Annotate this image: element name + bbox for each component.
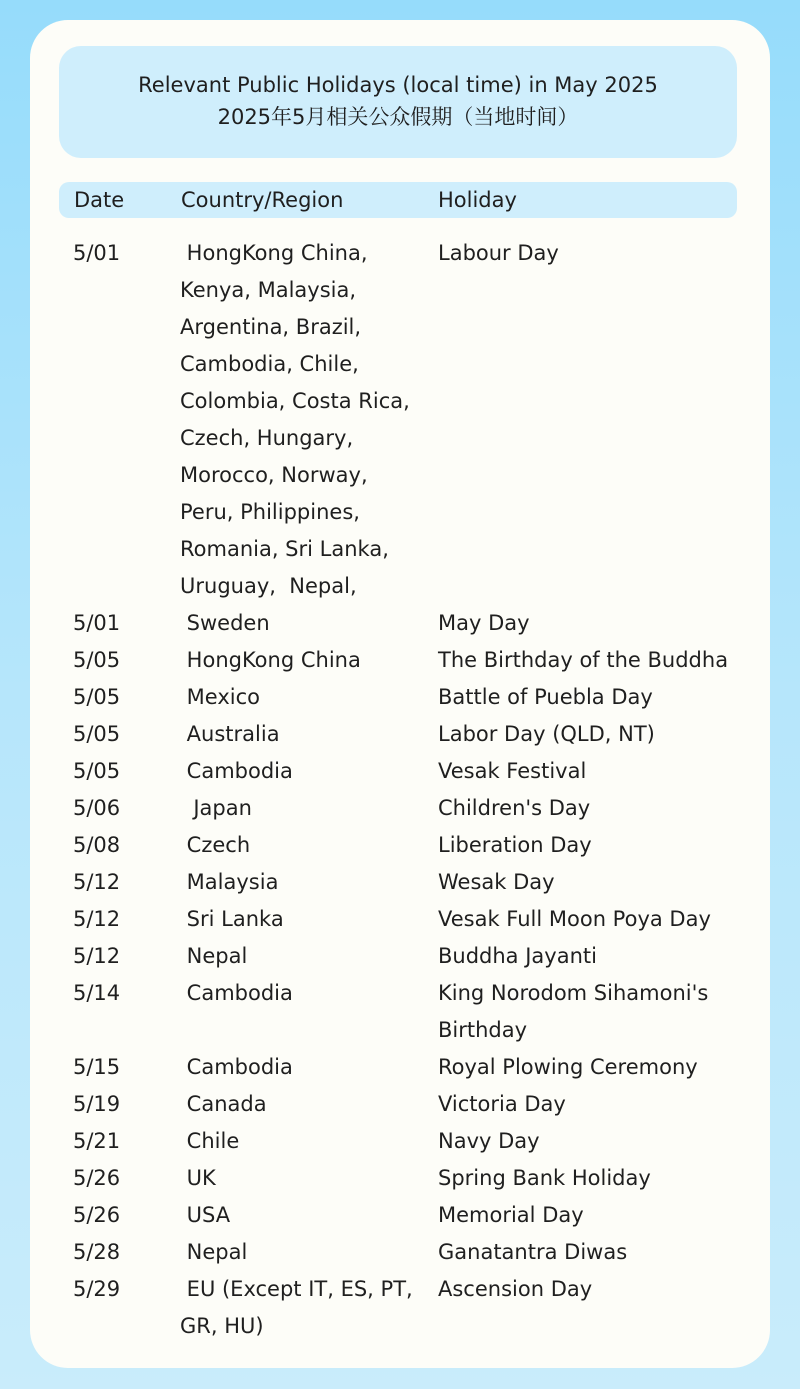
holiday-line: Wesak Day	[438, 870, 555, 894]
country-line: HongKong China	[180, 648, 361, 672]
cell-country	[180, 716, 280, 753]
holiday-line: Liberation Day	[438, 833, 592, 857]
table-row	[30, 235, 770, 605]
holiday-line: Spring Bank Holiday	[438, 1166, 651, 1190]
cell-date: 5/29	[73, 1277, 121, 1301]
country-line: Czech	[180, 833, 251, 857]
country-line: Colombia, Costa Rica,	[180, 389, 410, 413]
holiday-line: Vesak Full Moon Poya Day	[438, 907, 711, 931]
cell-holiday	[438, 605, 530, 642]
country-line: UK	[180, 1166, 216, 1190]
cell-holiday	[438, 753, 586, 790]
holiday-line: The Birthday of the Buddha	[438, 648, 729, 672]
country-line: Sri Lanka	[180, 907, 284, 931]
cell-holiday	[438, 1049, 698, 1086]
cell-date: 5/05	[73, 722, 121, 746]
cell-country	[180, 901, 284, 938]
holiday-line: Victoria Day	[438, 1092, 566, 1116]
title-english: Relevant Public Holidays (local time) in May 2025	[138, 73, 658, 97]
country-line: Morocco, Norway,	[180, 463, 368, 487]
holiday-line: Battle of Puebla Day	[438, 685, 653, 709]
holiday-line: Labor Day (QLD, NT)	[438, 722, 655, 746]
cell-date: 5/01	[73, 241, 121, 265]
cell-date: 5/26	[73, 1203, 121, 1227]
holiday-line: Ganatantra Diwas	[438, 1240, 628, 1264]
cell-holiday	[438, 790, 590, 827]
cell-holiday	[438, 716, 655, 753]
cell-holiday	[438, 1234, 627, 1271]
country-line: Nepal	[180, 944, 248, 968]
cell-date: 5/06	[73, 796, 121, 820]
cell-holiday	[438, 1123, 540, 1160]
country-line: Cambodia	[180, 759, 293, 783]
country-line: EU (Except IT, ES, PT,	[180, 1277, 413, 1301]
cell-country	[180, 235, 410, 605]
table-row	[30, 901, 770, 938]
cell-holiday	[438, 642, 728, 679]
table-row	[30, 975, 770, 1049]
country-line: Mexico	[180, 685, 261, 709]
holiday-line: King Norodom Sihamoni's	[438, 981, 709, 1005]
country-line: Cambodia	[180, 1055, 293, 1079]
holiday-line: Children's Day	[438, 796, 591, 820]
cell-holiday	[438, 1086, 566, 1123]
table-row	[30, 1086, 770, 1123]
table-row	[30, 716, 770, 753]
country-line: Japan	[180, 796, 252, 820]
holiday-line: Memorial Day	[438, 1203, 584, 1227]
holiday-line: Ascension Day	[438, 1277, 593, 1301]
table-row	[30, 938, 770, 975]
cell-holiday	[438, 975, 708, 1049]
cell-country	[180, 790, 252, 827]
country-line: Australia	[180, 722, 280, 746]
cell-holiday	[438, 827, 592, 864]
cell-holiday	[438, 235, 559, 272]
country-line: Canada	[180, 1092, 267, 1116]
table-row	[30, 1049, 770, 1086]
cell-country	[180, 1234, 247, 1271]
cell-country	[180, 1197, 230, 1234]
cell-date: 5/01	[73, 611, 121, 635]
title-banner	[59, 46, 737, 158]
holiday-line: Royal Plowing Ceremony	[438, 1055, 698, 1079]
cell-date: 5/05	[73, 759, 121, 783]
cell-holiday	[438, 1197, 584, 1234]
country-line: USA	[180, 1203, 231, 1227]
table-row	[30, 1123, 770, 1160]
title-chinese: 2025年5月相关公众假期（当地时间）	[217, 105, 579, 129]
table-row	[30, 1271, 770, 1345]
cell-date: 5/19	[73, 1092, 121, 1116]
cell-country	[180, 1049, 293, 1086]
table-row	[30, 827, 770, 864]
cell-holiday	[438, 1160, 651, 1197]
table-row	[30, 679, 770, 716]
header-date: Date	[74, 188, 125, 212]
cell-holiday	[438, 901, 711, 938]
country-line: Chile	[180, 1129, 240, 1153]
country-line: Cambodia, Chile,	[180, 352, 359, 376]
country-line: Romania, Sri Lanka,	[180, 537, 389, 561]
cell-country	[180, 679, 260, 716]
country-line: Argentina, Brazil,	[180, 315, 362, 339]
cell-date: 5/26	[73, 1166, 121, 1190]
cell-date: 5/14	[73, 981, 121, 1005]
cell-country	[180, 605, 270, 642]
cell-country	[180, 864, 278, 901]
country-line: Nepal	[180, 1240, 248, 1264]
table-row	[30, 1197, 770, 1234]
cell-country	[180, 938, 247, 975]
cell-date: 5/12	[73, 870, 121, 894]
header-holiday: Holiday	[438, 188, 517, 212]
table-header	[59, 182, 737, 218]
cell-holiday	[438, 1271, 592, 1308]
table-row	[30, 642, 770, 679]
table-row	[30, 864, 770, 901]
cell-country	[180, 1123, 239, 1160]
cell-country	[180, 975, 293, 1012]
cell-holiday	[438, 864, 555, 901]
holiday-line: Buddha Jayanti	[438, 944, 597, 968]
country-line: Kenya, Malaysia,	[180, 278, 357, 302]
country-line: Malaysia	[180, 870, 279, 894]
country-line: Sweden	[180, 611, 270, 635]
cell-holiday	[438, 938, 597, 975]
cell-date: 5/05	[73, 685, 121, 709]
holiday-line: Navy Day	[438, 1129, 540, 1153]
holiday-line: Labour Day	[438, 241, 559, 265]
header-country: Country/Region	[181, 188, 344, 212]
country-line: GR, HU)	[180, 1314, 264, 1338]
cell-date: 5/08	[73, 833, 121, 857]
holiday-line: Vesak Festival	[438, 759, 587, 783]
country-line: Czech, Hungary,	[180, 426, 354, 450]
cell-country	[180, 1271, 413, 1345]
cell-date: 5/15	[73, 1055, 121, 1079]
country-line: Peru, Philippines,	[180, 500, 360, 524]
table-row	[30, 753, 770, 790]
table-row	[30, 790, 770, 827]
country-line: Uruguay, Nepal,	[180, 574, 357, 598]
cell-date: 5/21	[73, 1129, 121, 1153]
cell-date: 5/12	[73, 944, 121, 968]
table-row	[30, 1160, 770, 1197]
cell-date: 5/12	[73, 907, 121, 931]
cell-country	[180, 753, 293, 790]
holiday-line: Birthday	[438, 1018, 528, 1042]
holiday-table-body	[30, 235, 770, 1345]
cell-country	[180, 1086, 267, 1123]
table-row	[30, 605, 770, 642]
cell-date: 5/05	[73, 648, 121, 672]
holiday-line: May Day	[438, 611, 530, 635]
country-line: Cambodia	[180, 981, 293, 1005]
cell-date: 5/28	[73, 1240, 121, 1264]
country-line: HongKong China,	[180, 241, 368, 265]
cell-country	[180, 1160, 216, 1197]
holiday-card	[30, 20, 770, 1368]
cell-country	[180, 827, 250, 864]
cell-country	[180, 642, 361, 679]
table-row	[30, 1234, 770, 1271]
cell-holiday	[438, 679, 653, 716]
